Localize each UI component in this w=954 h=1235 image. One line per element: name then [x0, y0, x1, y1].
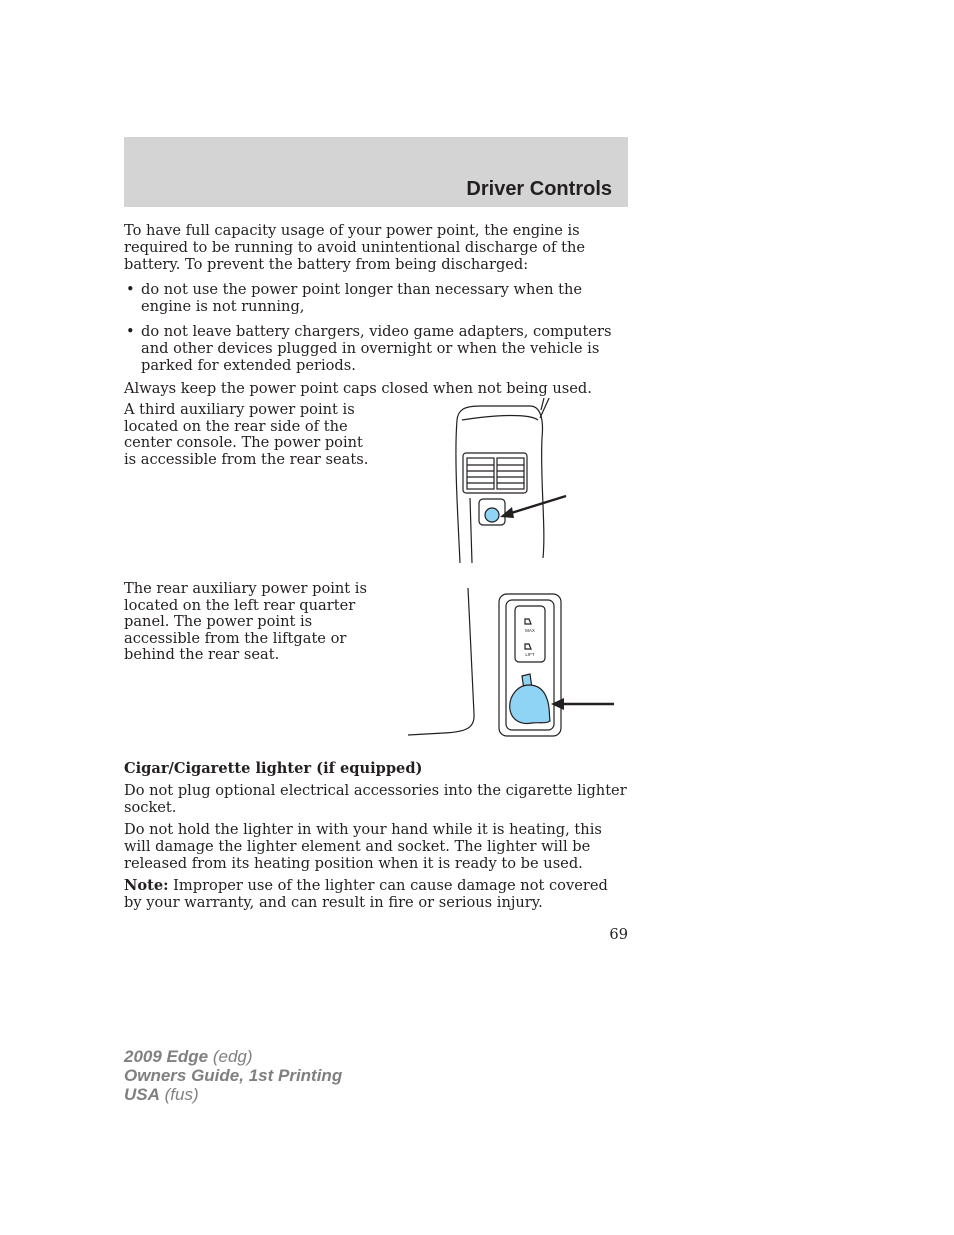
arrow-head-icon — [551, 698, 564, 710]
footer-model-line — [124, 1047, 342, 1066]
header-bar — [124, 137, 628, 207]
footer-region: USA — [124, 1085, 160, 1104]
quarter-panel-figure — [404, 586, 618, 740]
third-power-point-text: A third auxiliary power point is located on the rear side of the center console. The power point is accessible from the rear seats. — [124, 401, 369, 468]
section-title: Driver Controls — [466, 178, 612, 200]
lift-label: LIFT — [525, 652, 535, 657]
caps-note: Always keep the power point caps closed when not being used. — [124, 380, 592, 397]
bullet-icon: • — [126, 323, 135, 340]
footer — [124, 1047, 342, 1104]
power-point-socket — [485, 508, 499, 522]
footer-region-line — [124, 1085, 342, 1104]
lighter-heading: Cigar/Cigarette lighter (if equipped) — [124, 760, 423, 777]
lighter-paragraph-1: Do not plug optional electrical accessories into the cigarette lighter socket. — [124, 782, 627, 816]
arrow-head-icon — [500, 507, 514, 518]
lighter-note — [124, 877, 630, 911]
rear-power-point-text: The rear auxiliary power point is located on the left rear quarter panel. The power point is accessible from the liftgate or behind the rear seat. — [124, 580, 367, 663]
footer-guide-line — [124, 1066, 342, 1085]
note-label: Note: — [124, 877, 169, 894]
arrow-line — [508, 496, 566, 514]
lighter-paragraph-2: Do not hold the lighter in with your hand while it is heating, this will damage the lighter element and socket. The lighter will be released from its heating position when it is ready to be used. — [124, 821, 602, 872]
footer-model-code: (edg) — [208, 1047, 253, 1066]
intro-paragraph: To have full capacity usage of your power point, the engine is required to be running to avoid unintentional discharge of the battery. To prevent the battery from being discharged: — [124, 222, 585, 273]
center-console-figure — [440, 398, 590, 570]
max-label: MAX — [525, 628, 535, 633]
bullet-item — [124, 323, 630, 374]
bullet-text: do not use the power point longer than necessary when the engine is not running, — [141, 281, 583, 315]
page-number: 69 — [609, 926, 628, 943]
power-point-socket — [510, 685, 550, 723]
footer-region-code: (fus) — [159, 1085, 199, 1104]
footer-guide: Owners Guide, 1st Printing — [124, 1066, 343, 1085]
footer-model: 2009 Edge — [124, 1047, 209, 1066]
bullet-text: do not leave battery chargers, video game adapters, computers and other devices plugged in overnight or when the vehicle is parked for extended periods. — [141, 323, 612, 374]
bullet-item — [124, 281, 630, 315]
bullet-icon: • — [126, 281, 135, 298]
note-text: Improper use of the lighter can cause damage not covered by your warranty, and can result in fire or serious injury. — [124, 877, 608, 911]
